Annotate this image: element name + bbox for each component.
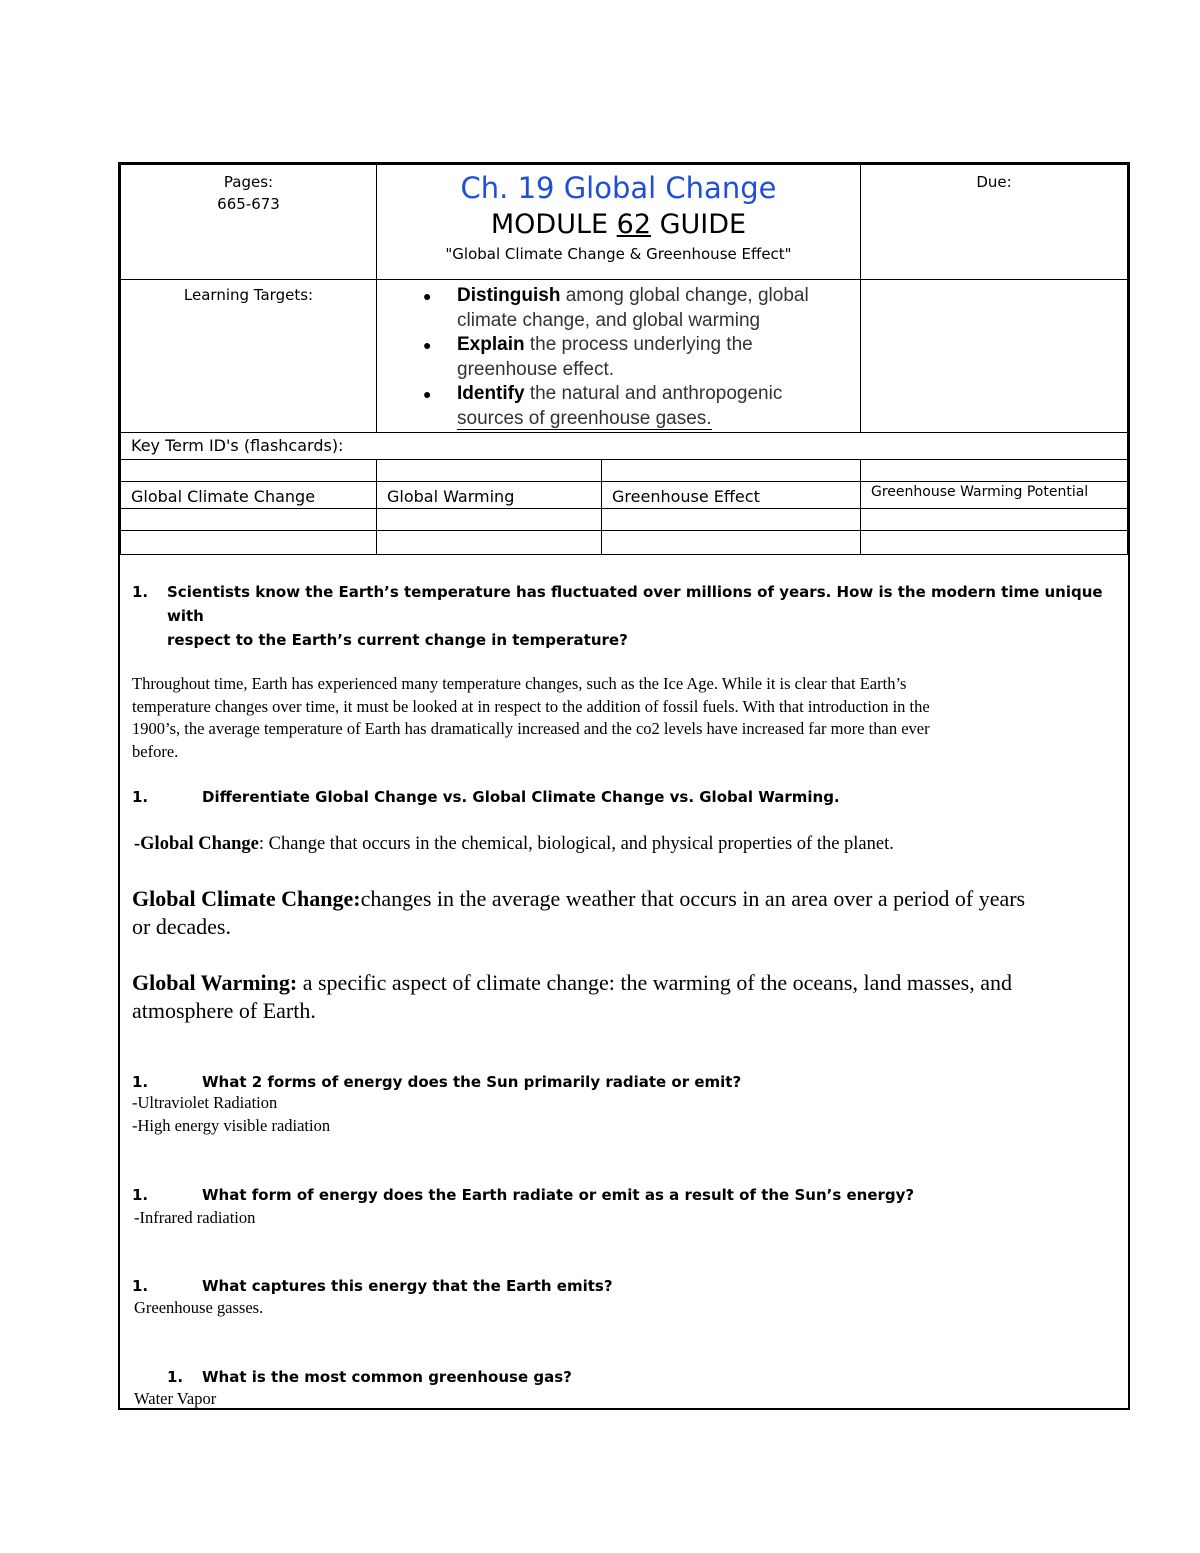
- question-text: Differentiate Global Change vs. Global Climate Change vs. Global Warming.: [202, 788, 840, 806]
- learning-targets-label: Learning Targets:: [183, 286, 314, 304]
- learning-targets-label-cell: [120, 279, 377, 433]
- answer-3: -Ultraviolet Radiation -High energy visible radiation: [132, 1093, 331, 1135]
- question-number: 1.: [132, 1186, 149, 1204]
- term-cell-empty: [376, 459, 602, 482]
- term-cell-empty: [376, 508, 602, 531]
- key-terms-header-cell: [120, 432, 1128, 460]
- module-number: 62: [616, 209, 652, 240]
- module-subtitle: "Global Climate Change & Greenhouse Effect": [445, 245, 792, 263]
- question-number: 1.: [167, 1368, 184, 1386]
- learning-target-item: ● Identify the natural and anthropogenic sources of greenhouse gases.: [423, 383, 783, 429]
- key-term: Greenhouse Warming Potential: [871, 484, 1089, 500]
- definition-global-climate-change: Global Climate Change:changes in the average weather that occurs in an area over a period of years or decades.: [132, 886, 1026, 939]
- answer-1: Throughout time, Earth has experienced many temperature changes, such as the Ice Age. While it is clear that Earth’s temperature changes over time, it must be looked at in respect to the addition of fossil fuels. With that introduction in the 1900’s, the average temperature of Earth has dramatically increased and the co2 levels have increased far more than ever before.: [132, 674, 930, 761]
- chapter-title: Ch. 19 Global Change: [460, 171, 777, 205]
- key-terms-label: Key Term ID's (flashcards):: [131, 436, 344, 455]
- answer-5: Greenhouse gasses.: [134, 1298, 264, 1317]
- key-term: Greenhouse Effect: [612, 487, 760, 506]
- due-label: Due:: [976, 173, 1012, 191]
- question-number: 1.: [132, 1277, 149, 1295]
- question-text: What captures this energy that the Earth emits?: [202, 1277, 613, 1295]
- term-cell-empty: [376, 530, 602, 555]
- term-cell: [376, 481, 602, 509]
- key-term: Global Warming: [387, 487, 515, 506]
- question-1: [132, 580, 1112, 652]
- due-cell: [860, 164, 1128, 280]
- term-cell-empty: [860, 459, 1128, 482]
- question-number: 1.: [132, 583, 149, 601]
- term-cell-empty: [601, 459, 861, 482]
- question-2: [132, 785, 1112, 809]
- module-title: [377, 207, 860, 243]
- term-cell: [601, 481, 861, 509]
- pages-cell: [120, 164, 377, 280]
- term-cell-empty: [120, 459, 377, 482]
- question-text: Scientists know the Earth’s temperature has fluctuated over millions of years. How is the modern time unique with respect to the Earth’s current change in temperature?: [167, 583, 1103, 649]
- pages-value: 665-673: [217, 195, 280, 213]
- question-text: What is the most common greenhouse gas?: [202, 1368, 572, 1386]
- definition-global-change: -Global Change: Change that occurs in the chemical, biological, and physical properties of the planet.: [134, 834, 894, 854]
- question-text: What 2 forms of energy does the Sun primarily radiate or emit?: [202, 1073, 742, 1091]
- learning-targets-empty-cell: [860, 279, 1128, 433]
- term-cell-empty: [120, 530, 377, 555]
- term-cell-empty: [601, 530, 861, 555]
- answer-6: Water Vapor: [134, 1389, 217, 1408]
- term-cell-empty: [601, 508, 861, 531]
- question-text: What form of energy does the Earth radiate or emit as a result of the Sun’s energy?: [202, 1186, 915, 1204]
- bullet-icon: ●: [423, 386, 432, 402]
- pages-label: Pages:: [223, 173, 274, 191]
- term-cell: [120, 481, 377, 509]
- learning-targets-list: [377, 280, 860, 431]
- term-cell-empty: [860, 530, 1128, 555]
- worksheet-frame: [118, 162, 1130, 1410]
- question-3: [132, 1070, 1112, 1094]
- module-prefix: MODULE: [490, 209, 617, 240]
- question-5: [132, 1274, 1112, 1298]
- term-cell-empty: [860, 508, 1128, 531]
- title-cell: [376, 164, 861, 280]
- key-term: Global Climate Change: [131, 487, 316, 506]
- learning-target-item: ● Explain the process underlying the greenhouse effect.: [423, 334, 753, 380]
- question-4: [132, 1183, 1112, 1207]
- term-cell: [860, 481, 1128, 509]
- learning-target-item: ● Distinguish among global change, global climate change, and global warming: [423, 285, 809, 331]
- term-cell-empty: [120, 508, 377, 531]
- question-number: 1.: [132, 1073, 149, 1091]
- bullet-icon: ●: [423, 337, 432, 353]
- learning-targets-cell: [376, 279, 861, 433]
- answer-4: -Infrared radiation: [134, 1208, 256, 1227]
- definition-global-warming: Global Warming: a specific aspect of climate change: the warming of the oceans, land masses, and atmosphere of Earth.: [132, 970, 1012, 1023]
- module-suffix: GUIDE: [651, 209, 747, 240]
- question-number: 1.: [132, 788, 149, 806]
- bullet-icon: ●: [423, 288, 432, 304]
- question-6: [167, 1365, 1112, 1389]
